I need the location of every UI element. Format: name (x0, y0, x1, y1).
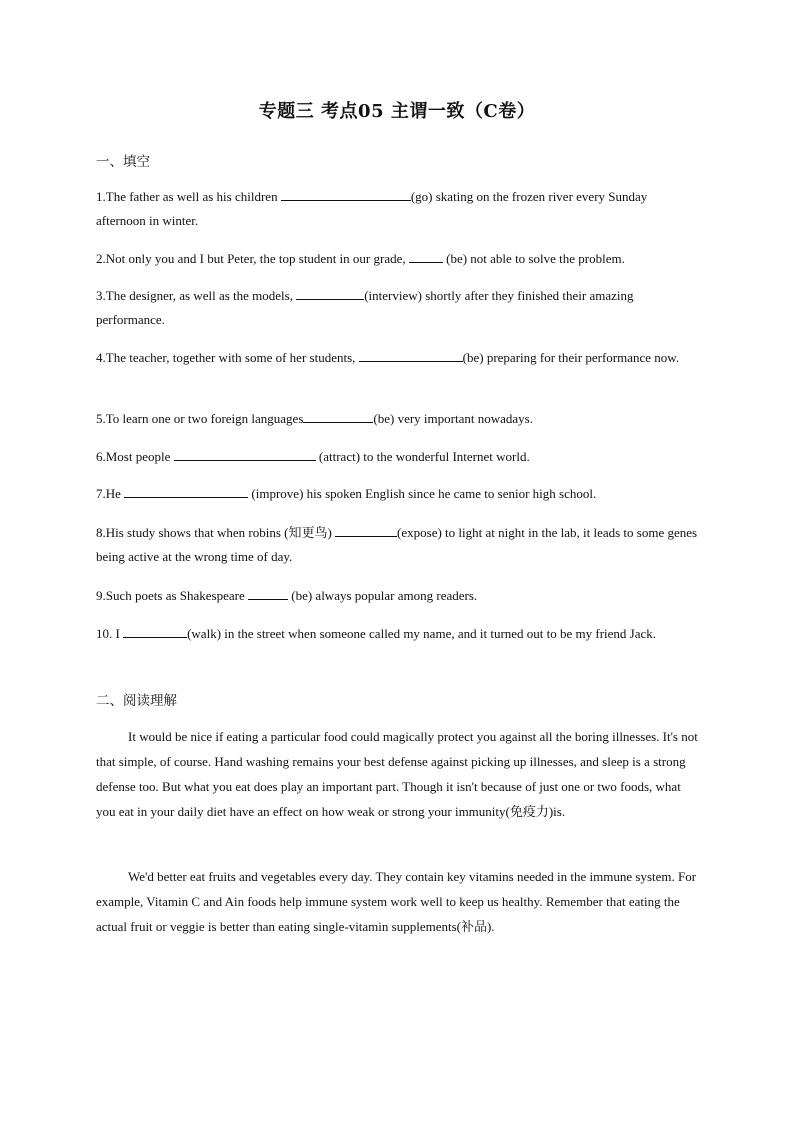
question-2: 2.Not only you and I but Peter, the top student in our grade, (be) not able to solve the problem. (96, 247, 700, 271)
question-6: 6.Most people (attract) to the wonderful Internet world. (96, 445, 700, 469)
question-8: 8.His study shows that when robins (知更鸟) (expose) to light at night in the lab, it leads to some genes being active at the wrong time of day. (96, 521, 700, 569)
question-10: 10. I (walk) in the street when someone called my name, and it turned out to be my friend Jack. (96, 622, 700, 646)
answer-blank-8[interactable] (335, 522, 397, 537)
section-heading-reading: 二、阅读理解 (96, 693, 177, 709)
question-7: 7.He (improve) his spoken English since he came to senior high school. (96, 482, 700, 506)
reading-paragraph-1: It would be nice if eating a particular food could magically protect you against all the boring illnesses. It's not that simple, of course. Hand washing remains your best defense against picking up illnesses, and sleep is a strong defense too. But what you eat does play an important part. Though it isn't because of just one or two foods, what you eat in your daily diet have an effect on how weak or strong your immunity(免疫力)is. (96, 729, 698, 819)
page-title: 专题三 考点05 主谓一致（C卷） (258, 101, 536, 122)
answer-blank-1[interactable] (281, 186, 411, 201)
answer-blank-5[interactable] (303, 408, 373, 423)
answer-blank-4[interactable] (359, 347, 463, 362)
answer-blank-3[interactable] (296, 285, 364, 300)
answer-blank-7[interactable] (124, 483, 248, 498)
answer-blank-9[interactable] (248, 585, 288, 600)
answer-blank-10[interactable] (123, 623, 187, 638)
reading-paragraph-2: We'd better eat fruits and vegetables every day. They contain key vitamins needed in the immune system. For example, Vitamin C and Ain foods help immune system work well to keep us healthy. Remember that eating the actual fruit or veggie is better than eating single-vitamin supplements(补品). (96, 869, 697, 934)
answer-blank-2[interactable] (409, 248, 443, 263)
question-4: 4.The teacher, together with some of her students, (be) preparing for their performance now. (96, 346, 700, 370)
question-1: 1.The father as well as his children (go) skating on the frozen river every Sunday afternoon in winter. (96, 185, 700, 233)
question-9: 9.Such poets as Shakespeare (be) always popular among readers. (96, 584, 700, 608)
question-5: 5.To learn one or two foreign languages (be) very important nowadays. (96, 407, 700, 431)
question-3: 3.The designer, as well as the models, (interview) shortly after they finished their amazing performance. (96, 284, 700, 332)
answer-blank-6[interactable] (174, 446, 316, 461)
section-heading-fill-in: 一、填空 (96, 154, 150, 170)
